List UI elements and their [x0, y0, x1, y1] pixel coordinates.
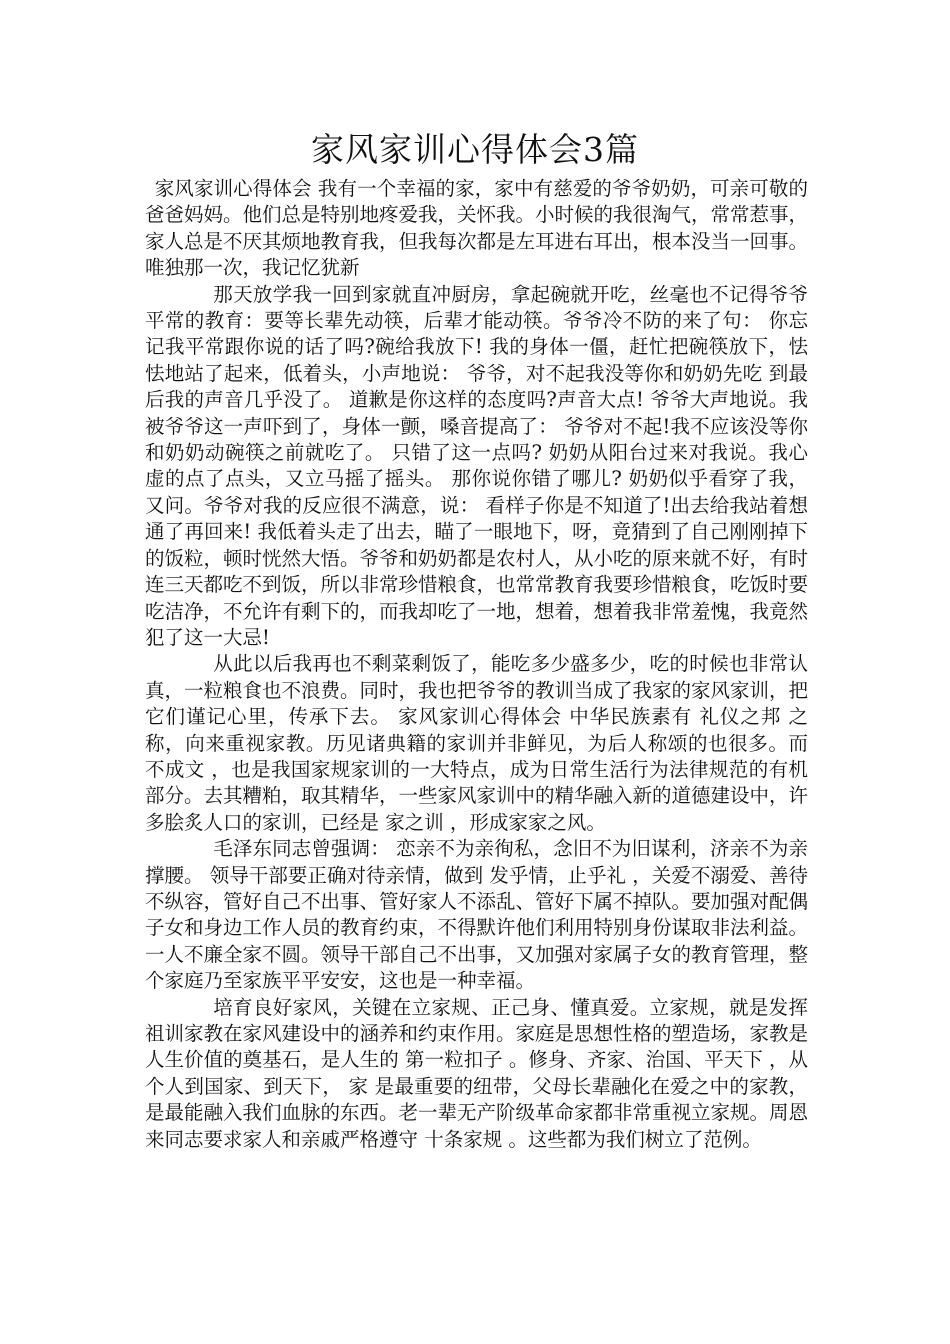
paragraph-1: 家风家训心得体会 我有一个幸福的家，家中有慈爱的爷爷奶奶，可亲可敬的爸爸妈妈。他们总是特别地疼爱我，关怀我。小时候的我很淘气，常常惹事，家人总是不厌其烦地教育我，但我每次都是左耳进右耳出，根本没当一回事。唯独那一次，我记忆犹新	[145, 177, 809, 280]
paragraph-3: 从此以后我再也不剩菜剩饭了，能吃多少盛多少，吃的时候也非常认真，一粒粮食也不浪费。同时，我也把爷爷的教训当成了我家的家风家训，把它们谨记心里，传承下去。 家风家训心得体会 中华民族素有 礼仪之邦 之称，向来重视家教。历见诸典籍的家训并非鲜见，为后人称颂的也很多。而 不成文 ，也是我国家规家训的一大特点，成为日常生活行为法律规范的有机部分。去其糟粕，取其精华，一些家风家训中的精华融入新的道德建设中，许多脍炙人口的家训，已经是 家之训 ，形成家家之风。	[145, 652, 809, 834]
document-title: 家风家训心得体会3篇	[311, 130, 639, 169]
paragraph-4: 毛泽东同志曾强调： 恋亲不为亲徇私，念旧不为旧谋利，济亲不为亲撑腰。 领导干部要正确对待亲情，做到 发乎情，止乎礼 ，关爱不溺爱、善待不纵容，管好自己不出事、管好家人不添乱、管好下属不掉队。要加强对配偶子女和身边工作人员的教育约束，不得默许他们利用特别身份谋取非法利益。一人不廉全家不圆。领导干部自己不出事，又加强对家属子女的教育管理，整个家庭乃至家族平平安安，这也是一种幸福。	[145, 837, 809, 993]
document-body	[145, 176, 808, 1153]
paragraph-2: 那天放学我一回到家就直冲厨房，拿起碗就开吃，丝毫也不记得爷爷平常的教育：要等长辈先动筷，后辈才能动筷。爷爷冷不防的来了句： 你忘记我平常跟你说的话了吗?碗给我放下! 我的身体一僵，赶忙把碗筷放下，怯怯地站了起来，低着头，小声地说： 爷爷，对不起我没等你和奶奶先吃 到最后我的声音几乎没了。 道歉是你这样的态度吗?声音大点! 爷爷大声地说。我被爷爷这一声吓到了，身体一颤，嗓音提高了： 爷爷对不起!我不应该没等你和奶奶动碗筷之前就吃了。 只错了这一点吗? 奶奶从阳台过来对我说。我心虚的点了点头，又立马摇了摇头。 那你说你错了哪儿? 奶奶似乎看穿了我，又问。爷爷对我的反应很不满意，说： 看样子你是不知道了!出去给我站着想通了再回来! 我低着头走了出去，瞄了一眼地下，呀，竟猜到了自己刚刚掉下的饭粒，顿时恍然大悟。爷爷和奶奶都是农村人，从小吃的原来就不好，有时连三天都吃不到饭，所以非常珍惜粮食，也常常教育我要珍惜粮食，吃饭时要吃洁净，不允许有剩下的，而我却吃了一地，想着，想着我非常羞愧，我竟然犯了这一大忌!	[145, 282, 809, 649]
paragraph-5: 培育良好家风，关键在立家规、正己身、懂真爱。立家规，就是发挥祖训家教在家风建设中的涵养和约束作用。家庭是思想性格的塑造场，家教是人生价值的奠基石，是人生的 第一粒扣子 。修身、齐家、治国、平天下 ，从个人到国家、到天下， 家 是最重要的纽带，父母长辈融化在爱之中的家教，是最能融入我们血脉的东西。老一辈无产阶级革命家都非常重视立家规。周恩来同志要求家人和亲戚严格遵守 十条家规 。这些都为我们树立了范例。	[145, 995, 809, 1151]
